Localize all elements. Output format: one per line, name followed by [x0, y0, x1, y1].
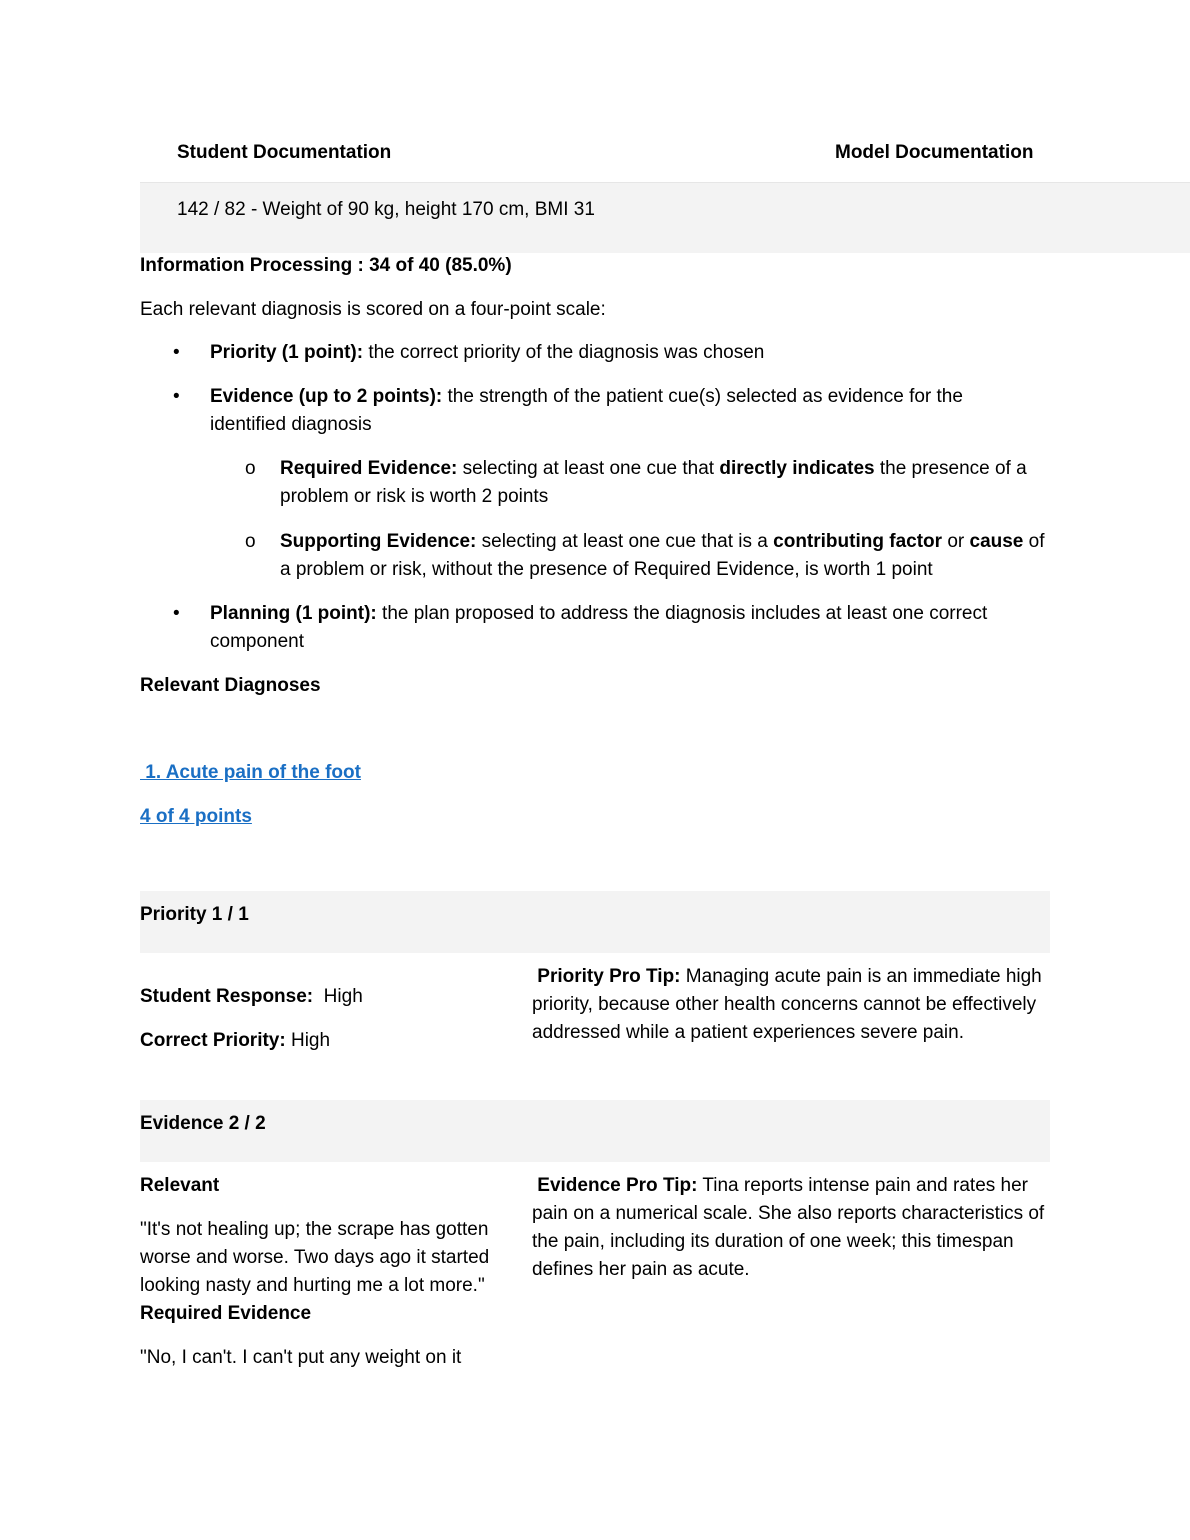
evidence-score: Evidence 2 / 2 — [140, 1113, 266, 1134]
bullet-icon: • — [173, 603, 180, 624]
correct-priority-value: High — [285, 1030, 331, 1051]
priority-score: Priority 1 / 1 — [140, 904, 249, 925]
information-processing-score: Information Processing : 34 of 40 (85.0%) — [140, 255, 512, 276]
supporting-evidence-criterion — [280, 528, 1050, 584]
vitals-text: 142 / 82 - Weight of 90 kg, height 170 cm, BMI 31 — [177, 199, 595, 220]
diagnosis-title-link[interactable]: 1. Acute pain of the foot — [140, 762, 361, 783]
student-response-value: High — [313, 986, 363, 1007]
criterion-text: selecting at least one cue that — [457, 458, 720, 479]
criterion-text: of a problem or risk, without the presence of Required Evidence, is worth 1 point — [280, 531, 1045, 580]
criterion-text: the correct priority of the diagnosis was chosen — [363, 342, 765, 363]
evidence-header-row — [140, 1100, 1050, 1162]
bullet-icon: • — [173, 386, 180, 407]
evidence-tip-label: Evidence Pro Tip: — [532, 1175, 698, 1196]
criterion-text: the plan proposed to address the diagnosis includes at least one correct component — [210, 603, 988, 652]
required-evidence-criterion — [280, 455, 1050, 511]
relevant-label: Relevant — [140, 1175, 220, 1196]
sub-bullet-icon: o — [245, 458, 256, 479]
emphasis-text: directly indicates — [719, 458, 875, 479]
student-response — [140, 983, 510, 1011]
student-documentation-heading: Student Documentation — [177, 142, 392, 163]
required-evidence-tag: Required Evidence — [140, 1303, 312, 1324]
evidence-quote: "No, I can't. I can't put any weight on it — [140, 1347, 462, 1368]
evidence-tip-text: Tina reports intense pain and rates her pain on a numerical scale. She also reports characteristics of the pain, including its duration of one week; this timespan defines her pain as acute. — [532, 1175, 1045, 1280]
criterion-label: Supporting Evidence: — [280, 531, 477, 552]
correct-priority — [140, 1027, 510, 1055]
scoring-intro: Each relevant diagnosis is scored on a four-point scale: — [140, 299, 606, 320]
criterion-text: selecting at least one cue that is a — [476, 531, 774, 552]
evidence-pro-tip — [532, 1172, 1052, 1284]
sub-bullet-icon: o — [245, 531, 256, 552]
student-response-label: Student Response: — [140, 986, 314, 1007]
priority-pro-tip — [532, 963, 1052, 1047]
bullet-icon: • — [173, 342, 180, 363]
criterion-text: the presence of a problem or risk is worth 2 points — [280, 458, 1027, 507]
priority-tip-label: Priority Pro Tip: — [532, 966, 681, 987]
priority-tip-text: Managing acute pain is an immediate high priority, because other health concerns cannot be effectively addressed while a patient experiences severe pain. — [532, 966, 1042, 1043]
criterion-text: the strength of the patient cue(s) selected as evidence for the identified diagnosis — [210, 386, 963, 435]
planning-criterion — [210, 600, 1010, 656]
criterion-label: Planning (1 point): — [210, 603, 377, 624]
criterion-label: Required Evidence: — [280, 458, 458, 479]
correct-priority-label: Correct Priority: — [140, 1030, 286, 1051]
priority-header-row — [140, 891, 1050, 953]
diagnosis-points-link[interactable]: 4 of 4 points — [140, 806, 252, 827]
criterion-label: Priority (1 point): — [210, 342, 364, 363]
quote-text: "It's not healing up; the scrape has gotten worse and worse. Two days ago it started looking nasty and hurting me a lot more." — [140, 1219, 490, 1296]
criterion-text: or — [942, 531, 970, 552]
emphasis-text: cause — [969, 531, 1024, 552]
model-documentation-heading: Model Documentation — [835, 142, 1034, 163]
evidence-quote — [140, 1216, 505, 1328]
relevant-diagnoses-heading: Relevant Diagnoses — [140, 675, 321, 696]
criterion-label: Evidence (up to 2 points): — [210, 386, 443, 407]
evidence-criterion — [210, 383, 1010, 439]
priority-criterion — [210, 339, 1010, 367]
emphasis-text: contributing factor — [773, 531, 943, 552]
